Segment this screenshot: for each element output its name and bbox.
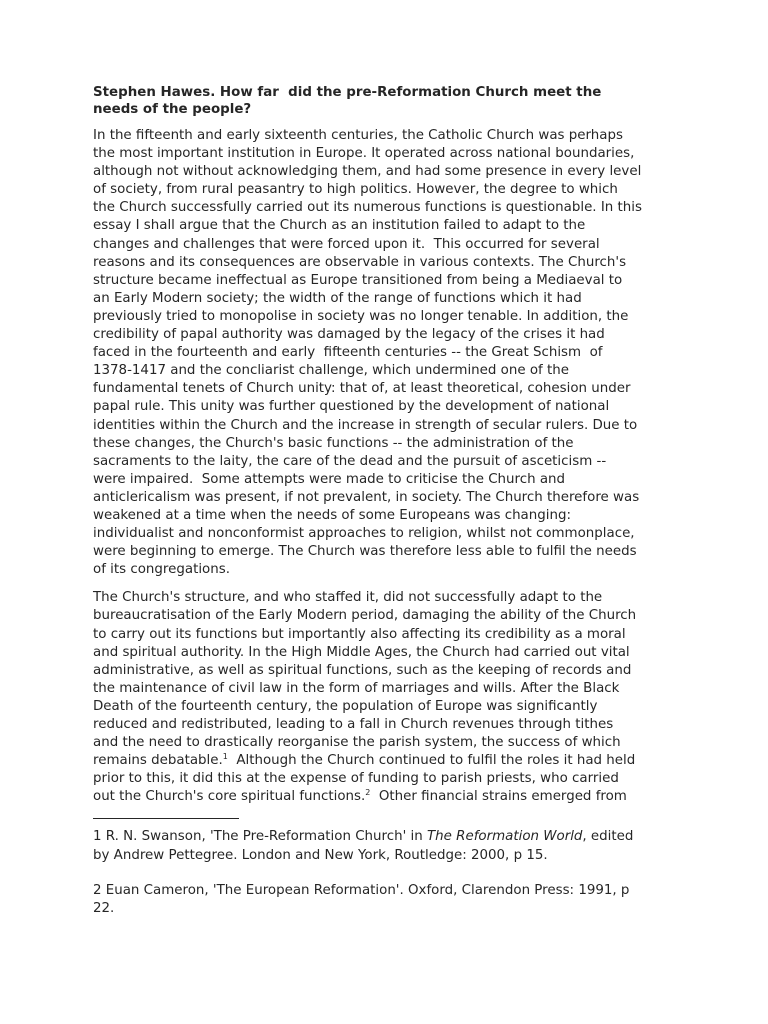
text-segment: Although the Church continued to fulfil the roles it had held — [227, 753, 636, 769]
text-segment: out the Church's core spiritual functions. — [93, 789, 366, 805]
book-title: The Reformation World — [426, 829, 583, 845]
text-line: although not without acknowledging them, and had some presence in every level — [93, 164, 642, 180]
text-line: anticlericalism was present, if not prevalent, in society. The Church therefore was — [93, 489, 640, 505]
text-segment: remains debatable. — [93, 753, 223, 769]
text-line: sacraments to the laity, the care of the dead and the pursuit of asceticism -- — [93, 453, 607, 469]
text-line: bureaucratisation of the Early Modern period, damaging the ability of the Church — [93, 608, 637, 624]
text-line: papal rule. This unity was further questioned by the development of national — [93, 399, 610, 415]
text-segment: Other financial strains emerged from — [370, 789, 627, 805]
footnote-separator — [93, 818, 239, 819]
footnote-text: , edited — [582, 829, 634, 845]
text-line: The Church's structure, and who staffed it, did not successfully adapt to the — [93, 590, 603, 606]
text-line: credibility of papal authority was damaged by the legacy of the crises it had — [93, 327, 605, 343]
paragraph-structure — [93, 589, 683, 806]
footnote-text: 1 R. N. Swanson, 'The Pre-Reformation Church' in — [93, 829, 427, 845]
footnote-1 — [93, 828, 683, 864]
text-line: to carry out its functions but importantly also affecting its credibility as a moral — [93, 626, 626, 642]
text-line: the Church successfully carried out its numerous functions is questionable. In this — [93, 200, 642, 216]
text-line: an Early Modern society; the width of the range of functions which it had — [93, 290, 582, 306]
text-line: of its congregations. — [93, 562, 230, 578]
text-line: the maintenance of civil law in the form of marriages and wills. After the Black — [93, 680, 620, 696]
footnote-2 — [93, 882, 683, 918]
text-line: structure became ineffectual as Europe transitioned from being a Mediaeval to — [93, 272, 623, 288]
essay-title — [93, 84, 683, 118]
text-line: administrative, as well as spiritual functions, such as the keeping of records and — [93, 662, 632, 678]
text-line: changes and challenges that were forced upon it. This occurred for several — [93, 236, 600, 252]
text-line: were impaired. Some attempts were made to criticise the Church and — [93, 471, 566, 487]
footnote-line: 2 Euan Cameron, 'The European Reformation'. Oxford, Clarendon Press: 1991, p — [93, 882, 630, 898]
footnote-line: 22. — [93, 900, 115, 916]
text-line: and spiritual authority. In the High Middle Ages, the Church had carried out vital — [93, 644, 630, 660]
text-line: 1378-1417 and the concliarist challenge, which undermined one of the — [93, 363, 569, 379]
text-line: the most important institution in Europe. It operated across national boundaries, — [93, 146, 635, 162]
text-line: of society, from rural peasantry to high politics. However, the degree to which — [93, 182, 618, 198]
footnote-ref-2[interactable]: 2 — [365, 788, 371, 798]
text-line: Death of the fourteenth century, the population of Europe was significantly — [93, 698, 598, 714]
footnote-line: by Andrew Pettegree. London and New York, Routledge: 2000, p 15. — [93, 847, 548, 863]
text-line: reduced and redistributed, leading to a fall in Church revenues through tithes — [93, 717, 614, 732]
text-line: individualist and nonconformist approaches to religion, whilst not commonplace, — [93, 526, 635, 542]
title-line: needs of the people? — [93, 102, 252, 117]
paragraph-intro — [93, 127, 683, 579]
text-line-with-footnote-ref — [93, 788, 683, 806]
text-line: weakened at a time when the needs of some Europeans was changing: — [93, 507, 571, 523]
text-line: In the fifteenth and early sixteenth centuries, the Catholic Church was perhaps — [93, 128, 623, 143]
footnote-line — [93, 828, 683, 846]
text-line: reasons and its consequences are observable in various contexts. The Church's — [93, 254, 627, 270]
footnote-ref-1[interactable]: 1 — [222, 752, 228, 762]
text-line: and the need to drastically reorganise the parish system, the success of which — [93, 735, 621, 751]
text-line: were beginning to emerge. The Church was therefore less able to fulfil the needs — [93, 544, 637, 560]
text-line: previously tried to monopolise in society was no longer tenable. In addition, the — [93, 308, 629, 324]
text-line: identities within the Church and the increase in strength of secular rulers. Due to — [93, 417, 638, 433]
text-line: faced in the fourteenth and early fifteenth centuries -- the Great Schism of — [93, 345, 603, 361]
title-line: Stephen Hawes. How far did the pre-Reformation Church meet the — [93, 85, 602, 100]
document-page — [93, 84, 683, 935]
text-line-with-footnote-ref — [93, 752, 683, 770]
text-line: fundamental tenets of Church unity: that of, at least theoretical, cohesion under — [93, 381, 631, 397]
text-line: prior to this, it did this at the expense of funding to parish priests, who carried — [93, 771, 619, 787]
text-line: essay I shall argue that the Church as an institution failed to adapt to the — [93, 218, 586, 234]
text-line: these changes, the Church's basic functions -- the administration of the — [93, 435, 574, 451]
